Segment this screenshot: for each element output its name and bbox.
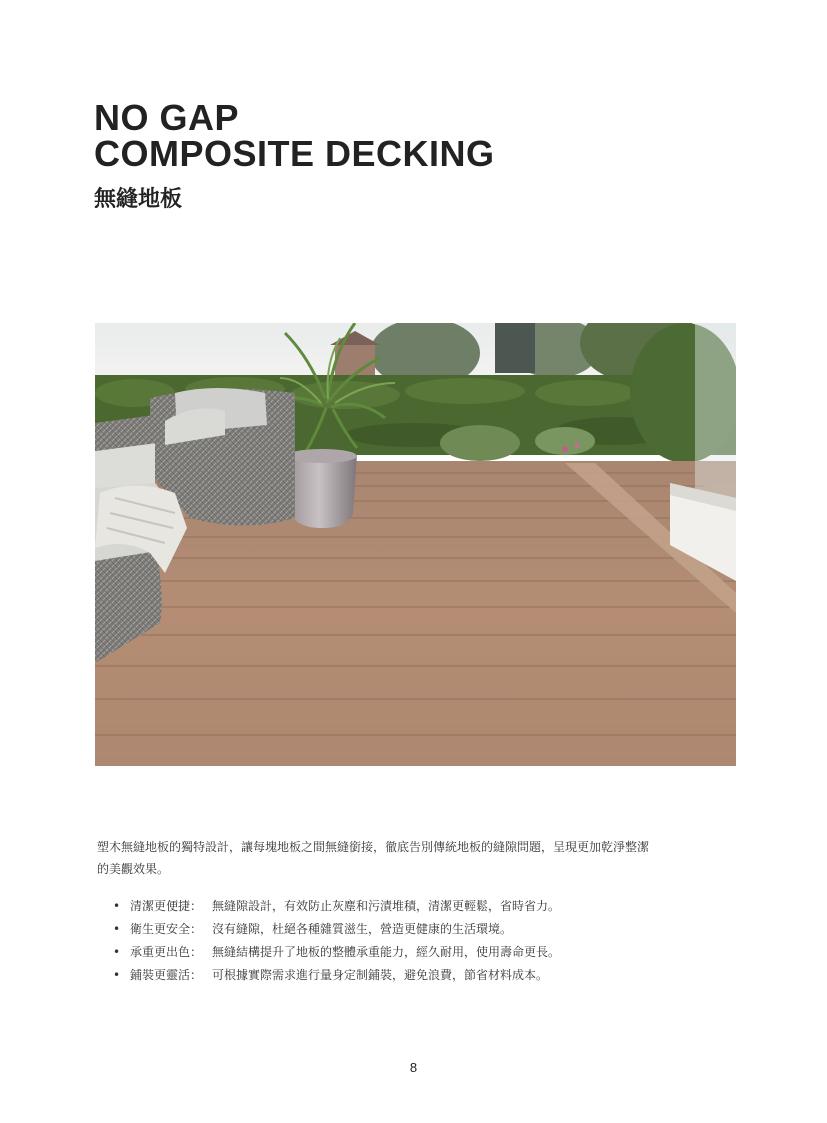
list-item xyxy=(113,941,560,964)
intro-paragraph: 塑木無縫地板的獨特設計，讓每塊地板之間無縫銜接，徹底告別傳統地板的縫隙問題，呈現更加乾淨整潔的美觀效果。 xyxy=(97,840,650,876)
list-item xyxy=(113,964,560,987)
list-item xyxy=(113,895,560,918)
feature-term: 承重更出色： xyxy=(130,945,203,959)
feature-list xyxy=(113,895,560,987)
feature-description: 無縫結構提升了地板的整體承重能力，經久耐用，使用壽命更長。 xyxy=(212,945,561,959)
page-subtitle: 無縫地板 xyxy=(94,187,183,212)
page-title xyxy=(94,97,495,174)
title-line-2: COMPOSITE DECKING xyxy=(94,133,495,174)
bullet-icon: • xyxy=(113,968,121,982)
feature-description: 無縫隙設計，有效防止灰塵和污漬堆積，清潔更輕鬆，省時省力。 xyxy=(212,899,561,913)
bullet-icon: • xyxy=(113,945,121,959)
feature-description: 沒有縫隙，杜絕各種雜質滋生，營造更健康的生活環境。 xyxy=(212,922,513,936)
decking-photo xyxy=(95,323,736,766)
page-number: 8 xyxy=(409,1060,418,1075)
title-line-1: NO GAP xyxy=(94,97,240,138)
bullet-icon: • xyxy=(113,899,121,913)
feature-term: 衛生更安全： xyxy=(130,922,203,936)
feature-term: 鋪裝更靈活： xyxy=(130,968,203,982)
bullet-icon: • xyxy=(113,922,121,936)
list-item xyxy=(113,918,560,941)
feature-description: 可根據實際需求進行量身定制鋪裝，避免浪費，節省材料成本。 xyxy=(212,968,549,982)
feature-term: 清潔更便捷： xyxy=(130,899,203,913)
